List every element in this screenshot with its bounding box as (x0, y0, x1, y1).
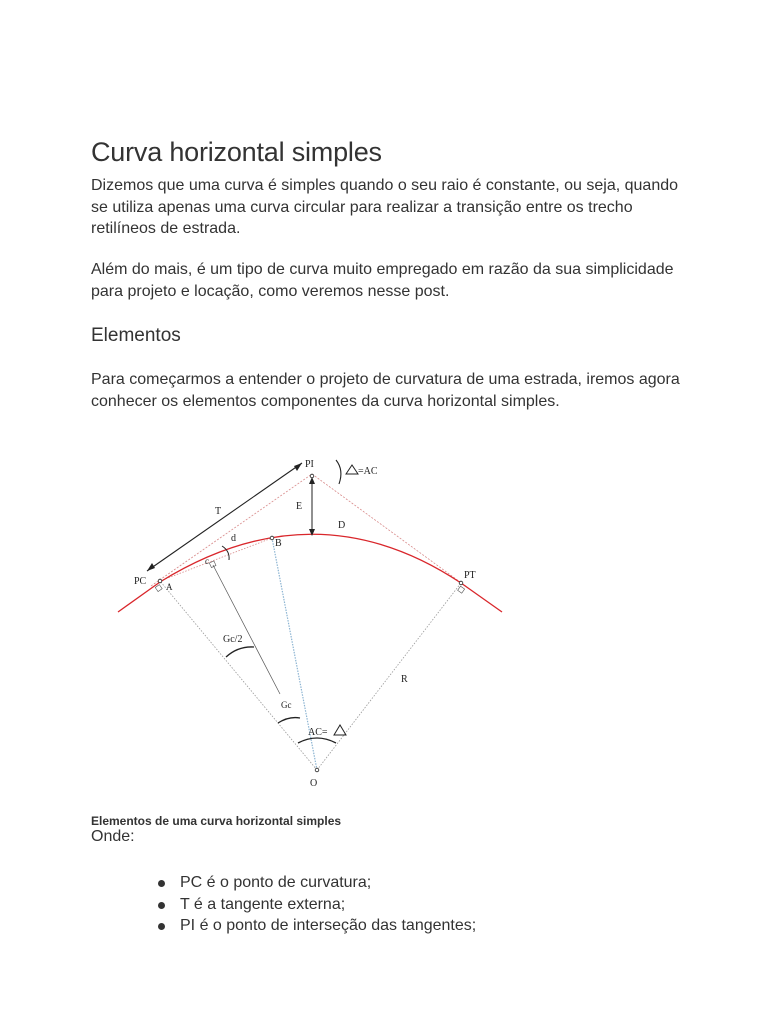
chord-line (160, 538, 272, 581)
gc2-angle-arc (226, 647, 254, 657)
definitions-list (155, 872, 476, 937)
point-pi (310, 474, 314, 478)
onde-label: Onde: (91, 828, 135, 845)
label-t: T (215, 506, 222, 517)
list-item: PI é o ponto de interseção das tangentes; (155, 915, 476, 937)
point-pt (459, 581, 463, 585)
tangent-dimension (147, 463, 302, 571)
label-ac-top: =AC (358, 466, 378, 477)
label-d-small: d (231, 533, 236, 544)
curve-diagram (110, 446, 510, 796)
label-e: E (296, 501, 303, 512)
elements-intro-paragraph: Para começarmos a entender o projeto de curvatura de uma estrada, iremos agora conhecer os elementos componentes da curva horizontal simples. (91, 371, 680, 410)
tangent-line-right (312, 474, 467, 587)
radius-line-pc (160, 581, 317, 770)
label-ac-bottom: AC= (308, 727, 328, 738)
intro-paragraph: Dizemos que uma curva é simples quando o seu raio é constante, ou seja, quando se utiliza apenas uma curva circular para realizar a transição entre os trecho retilíneos de estrada. (91, 177, 679, 237)
label-gc2: Gc/2 (223, 634, 243, 645)
circular-curve (118, 534, 502, 612)
label-r: R (401, 674, 408, 685)
label-a: A (166, 582, 173, 592)
point-b (270, 536, 274, 540)
section-heading: Elementos (91, 325, 181, 346)
right-angle-mark-pt (458, 586, 465, 593)
radius-line-pt (317, 583, 461, 770)
label-b: B (275, 538, 282, 549)
right-angle-mark-pc (155, 585, 162, 592)
gc-angle-arc (278, 718, 300, 723)
point-o (315, 768, 319, 772)
radius-line-c (213, 565, 280, 694)
label-pc: PC (134, 576, 147, 587)
right-angle-mark-c (209, 561, 216, 568)
point-pc (158, 579, 162, 583)
tangent-line-left (151, 474, 312, 586)
list-item: T é a tangente externa; (155, 894, 476, 916)
second-paragraph: Além do mais, é um tipo de curva muito empregado em razão da sua simplicidade para projeto e locação, como veremos nesse post. (91, 261, 674, 300)
t-arrow-head-left (147, 563, 155, 571)
ac-bottom-triangle (334, 725, 346, 735)
ac-bottom-arc (298, 738, 336, 743)
t-arrow-head-right (294, 463, 302, 471)
page-title: Curva horizontal simples (91, 137, 382, 167)
label-o: O (310, 778, 318, 789)
e-arrow-head-bottom (309, 529, 315, 536)
label-gc: Gc (281, 700, 292, 710)
label-pt: PT (464, 570, 476, 581)
d-angle-arc (222, 546, 229, 560)
ac-top-arc (336, 460, 341, 484)
ac-top-triangle (346, 465, 358, 474)
label-c: c (205, 556, 209, 566)
figure-caption: Elementos de uma curva horizontal simples (91, 814, 342, 828)
list-item: PC é o ponto de curvatura; (155, 872, 476, 894)
label-d-big: D (338, 520, 346, 531)
label-pi: PI (305, 459, 314, 470)
